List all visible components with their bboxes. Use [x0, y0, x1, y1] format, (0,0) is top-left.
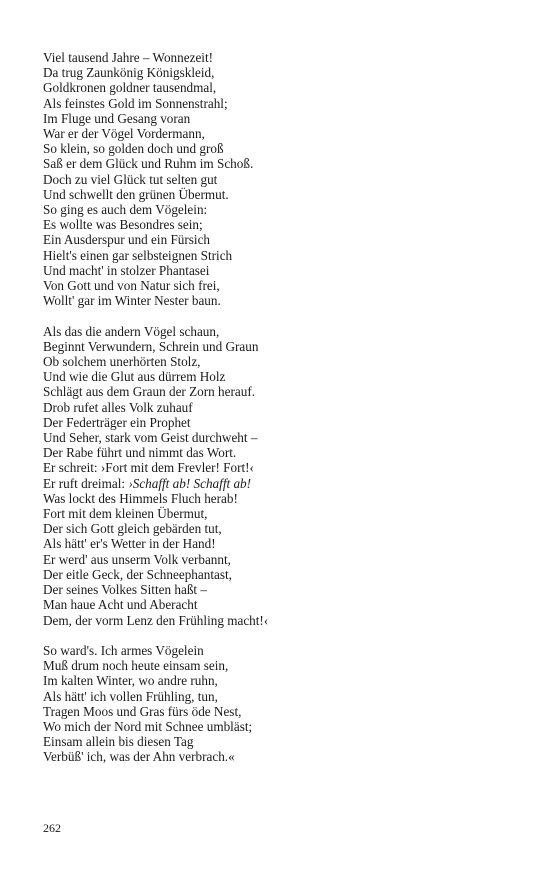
poem-line: Und schwellt den grünen Übermut.: [43, 186, 229, 202]
poem-line: Und macht' in stolzer Phantasei: [43, 262, 210, 278]
poem-line: Verbüß' ich, was der Ahn verbrach.«: [43, 749, 235, 765]
poem-line: Fort mit dem kleinen Übermut,: [43, 506, 208, 522]
poem-line: Und wie die Glut aus dürrem Holz: [43, 369, 226, 385]
poem-line: Drob rufet alles Volk zuhauf: [43, 399, 193, 415]
poem-line: Schlägt aus dem Graun der Zorn herauf.: [43, 384, 256, 400]
poem-line: Der sich Gott gleich gebärden tut,: [43, 521, 222, 537]
poem-line: Man haue Acht und Aberacht: [43, 597, 198, 613]
poem-line: Im Fluge und Gesang voran: [43, 110, 191, 126]
stanza: [43, 50, 513, 308]
poem-line: Von Gott und von Natur sich frei,: [43, 278, 220, 294]
poem-line: Der Rabe führt und nimmt das Wort.: [43, 445, 237, 461]
poem-line: Goldkronen goldner tausendmal,: [43, 80, 217, 96]
poem-line: Viel tausend Jahre – Wonnezeit!: [43, 50, 214, 65]
stanza: [43, 643, 513, 765]
poem-line: Als das die andern Vögel schaun,: [43, 323, 220, 339]
poem-line: Beginnt Verwundern, Schrein und Graun: [43, 338, 259, 354]
poem-line: So ward's. Ich armes Vögelein: [43, 642, 204, 658]
poem-line: Er schreit: ›Fort mit dem Frevler! Fort!‹: [43, 460, 254, 476]
poem-line: [43, 476, 513, 491]
poem-line: Doch zu viel Glück tut selten gut: [43, 171, 218, 187]
poem-line: Es wollte was Besondres sein;: [43, 217, 203, 233]
poem-line: Muß drum noch heute einsam sein,: [43, 658, 229, 674]
poem-line: Der Federträger ein Prophet: [43, 414, 191, 430]
poem-line: Als hätt' er's Wetter in der Hand!: [43, 536, 216, 552]
poem-line-emphasis: ›Schafft ab! Schafft ab!: [128, 475, 252, 491]
poem-line: Hielt's einen gar selbsteignen Strich: [43, 247, 233, 263]
poem-line: Ein Ausderspur und ein Fürsich: [43, 232, 211, 248]
poem-line: Ob solchem unerhörten Stolz,: [43, 354, 201, 370]
poem-line: Was lockt des Himmels Fluch herab!: [43, 490, 238, 506]
poem-line: So ging es auch dem Vögelein:: [43, 202, 208, 218]
stanza: [43, 324, 513, 628]
poem-line: Und Seher, stark vom Geist durchweht –: [43, 430, 258, 446]
poem-line: Saß er dem Glück und Ruhm im Schoß.: [43, 156, 254, 172]
poem-line: Einsam allein bis diesen Tag: [43, 734, 194, 750]
poem-line: Da trug Zaunkönig Königskleid,: [43, 65, 215, 81]
poem-line-text: Er ruft dreimal:: [43, 475, 129, 491]
poem-line: Als hätt' ich vollen Frühling, tun,: [43, 688, 218, 704]
poem-line: Dem, der vorm Lenz den Frühling macht!‹: [43, 612, 269, 628]
poem-line: Als feinstes Gold im Sonnenstrahl;: [43, 95, 228, 111]
poem-line: Wollt' gar im Winter Nester baun.: [43, 293, 221, 309]
page-number: 262: [43, 821, 61, 835]
poem-line: Der seines Volkes Sitten haßt –: [43, 582, 207, 598]
poem-text: [43, 50, 513, 780]
poem-line: Er werd' aus unserm Volk verbannt,: [43, 551, 231, 567]
poem-line: War er der Vögel Vordermann,: [43, 126, 205, 142]
poem-line: Der eitle Geck, der Schneephantast,: [43, 566, 232, 582]
poem-line: So klein, so golden doch und groß: [43, 141, 224, 157]
poem-line: Im kalten Winter, wo andre ruhn,: [43, 673, 218, 689]
poem-line: Tragen Moos und Gras fürs öde Nest,: [43, 703, 242, 719]
poem-line: Wo mich der Nord mit Schnee umbläst;: [43, 718, 253, 734]
